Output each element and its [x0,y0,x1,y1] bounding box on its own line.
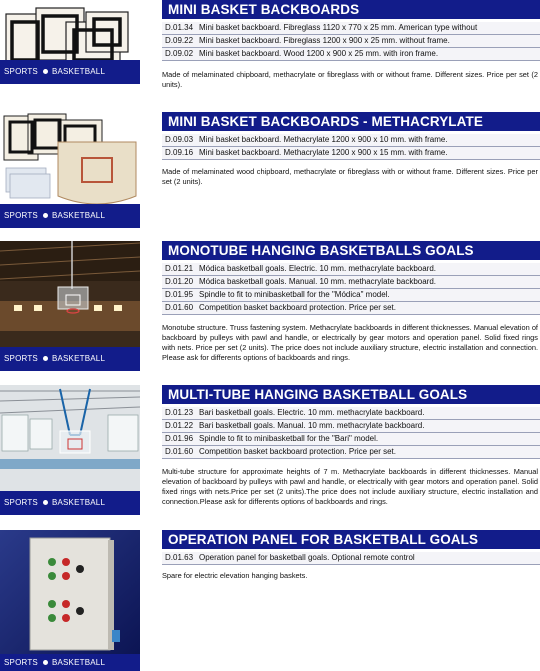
section-description: Multi-tube structure for approximate heights of 7 m. Methacrylate backboards in different thicknesses. Manual elevation of backboard by pulleys with pawl and handle, or electrically with gear motors and operation panel. Solid fixed rings with nets.Price per set (2 units).The price does not include auxiliary structure, electric installation and connection.Please ask for differents options of backboards and rings. [162,467,538,506]
product-photo-monotube [0,241,140,349]
category-tag [0,654,140,671]
product-code: D.01.96 [165,434,194,443]
product-description: Mini basket backboard. Fibreglass 1120 x 770 x 25 mm. American type without [199,23,478,32]
product-row [162,263,540,276]
category-tag [0,204,140,228]
tag-basketball: BASKETBALL [51,211,106,220]
product-row [162,407,540,420]
bullet-icon [43,500,48,505]
product-description: Mini basket backboard. Wood 1200 x 900 x 25 mm. with iron frame. [199,49,439,58]
product-photo-backboards [0,0,140,108]
product-code: D.01.20 [165,277,194,286]
tag-basketball: BASKETBALL [51,354,106,363]
tag-sports: SPORTS [4,211,38,220]
section-description: Made of melaminated wood chipboard, methacrylate or fibreglass with or without frame. Different sizes. Price per set (2 units). [162,167,538,186]
product-description: Spindle to fit to minibasketball for the "Módica" model. [199,290,390,299]
product-description: Módica basketball goals. Manual. 10 mm. methacrylate backboard. [199,277,437,286]
section-title: MINI BASKET BACKBOARDS [162,0,540,19]
product-description: Bari basketball goals. Electric. 10 mm. methacrylate backboard. [199,408,425,417]
product-row [162,420,540,433]
product-code-list [162,552,540,565]
product-code: D.01.34 [165,23,194,32]
bullet-icon [43,356,48,361]
tag-basketball: BASKETBALL [51,658,106,667]
product-code: D.01.95 [165,290,194,299]
tag-sports: SPORTS [4,658,38,667]
product-description: Módica basketball goals. Electric. 10 mm. methacrylate backboard. [199,264,436,273]
product-description: Bari basketball goals. Manual. 10 mm. methacrylate backboard. [199,421,425,430]
product-row [162,552,540,565]
product-code: D.01.22 [165,421,194,430]
product-code-list [162,263,540,315]
product-row [162,147,540,160]
tag-sports: SPORTS [4,498,38,507]
product-row [162,22,540,35]
product-row [162,446,540,459]
product-description: Mini basket backboard. Methacrylate 1200 x 900 x 10 mm. with frame. [199,135,448,144]
product-code: D.09.16 [165,148,194,157]
product-code: D.09.22 [165,36,194,45]
section-title: MONOTUBE HANGING BASKETBALLS GOALS [162,241,540,260]
product-code: D.09.03 [165,135,194,144]
section-title: MINI BASKET BACKBOARDS - METHACRYLATE [162,112,540,131]
category-tag [0,60,140,84]
product-description: Competition basket backboard protection. Price per set. [199,303,396,312]
product-code-list [162,407,540,459]
product-row [162,35,540,48]
bullet-icon [43,69,48,74]
product-code: D.01.60 [165,303,194,312]
product-row [162,134,540,147]
product-code: D.01.60 [165,447,194,456]
section-description: Made of melaminated chipboard, methacrylate or fibreglass with or without frame. Different sizes. Price per set (2 units). [162,70,538,89]
product-code: D.09.02 [165,49,194,58]
tag-basketball: BASKETBALL [51,498,106,507]
product-row [162,433,540,446]
product-row [162,276,540,289]
tag-basketball: BASKETBALL [51,67,106,76]
product-description: Mini basket backboard. Fibreglass 1200 x 900 x 25 mm. without frame. [199,36,450,45]
product-code: D.01.21 [165,264,194,273]
product-photo-multitube [0,385,140,493]
category-tag [0,347,140,371]
product-description: Mini basket backboard. Methacrylate 1200 x 900 x 15 mm. with frame. [199,148,448,157]
product-description: Operation panel for basketball goals. Optional remote control [199,553,415,562]
product-row [162,48,540,61]
section-title: MULTI-TUBE HANGING BASKETBALL GOALS [162,385,540,404]
section-title: OPERATION PANEL FOR BASKETBALL GOALS [162,530,540,549]
product-code-list [162,134,540,160]
category-tag [0,491,140,515]
product-code: D.01.23 [165,408,194,417]
product-code: D.01.63 [165,553,194,562]
product-description: Spindle to fit to minibasketball for the "Bari" model. [199,434,379,443]
bullet-icon [43,660,48,665]
section-description: Spare for electric elevation hanging baskets. [162,571,308,580]
product-row [162,302,540,315]
section-description: Monotube structure. Truss fastening system. Methacrylate backboards in different thicknesses. Manual elevation of backboard by pulleys with pawl and handle, or electrically by gear motors and operation panel. Solid fixed rings with nets. Price per set (2 units). The price does not include auxiliary structure, electric installation and connection. Please ask for differents options of backboards and rings. [162,323,538,362]
tag-sports: SPORTS [4,67,38,76]
product-code-list [162,22,540,61]
product-row [162,289,540,302]
bullet-icon [43,213,48,218]
tag-sports: SPORTS [4,354,38,363]
product-photo-operation-panel [0,530,140,671]
product-description: Competition basket backboard protection. Price per set. [199,447,396,456]
